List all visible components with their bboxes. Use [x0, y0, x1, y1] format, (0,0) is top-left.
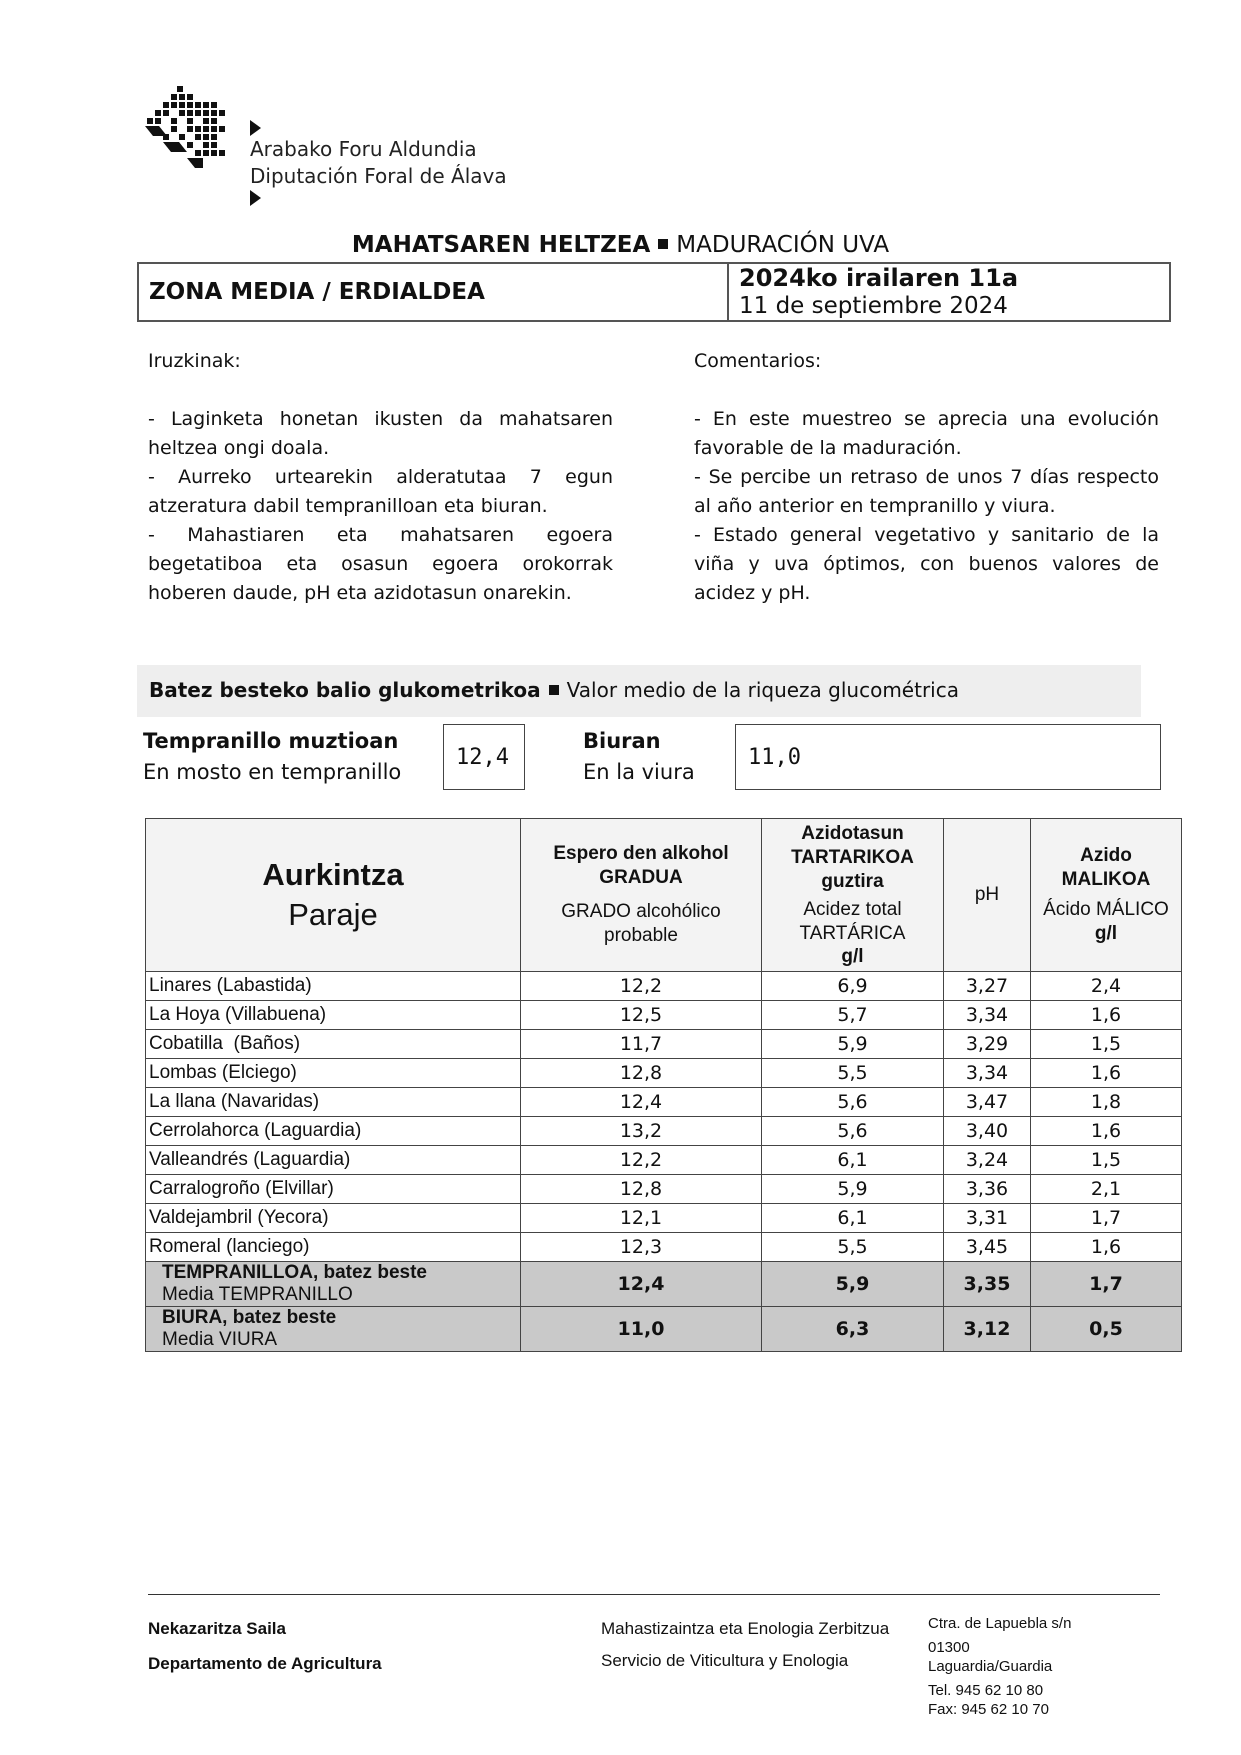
ph-cell: 3,34: [944, 1001, 1031, 1030]
table-row: [146, 1088, 1182, 1117]
square-bullet-icon: [658, 239, 668, 249]
comment-line: - En este muestreo se aprecia una evolución favorable de la maduración.: [694, 408, 1159, 459]
diputacion-logo: [145, 86, 235, 172]
viura-gluco-value: 11,0: [735, 724, 1161, 790]
acid-cell: 5,7: [762, 1001, 944, 1030]
tempranillo-label-eu: Tempranillo muztioan: [143, 729, 399, 753]
alcohol-cell: 12,2: [521, 1146, 762, 1175]
comments-eu: [148, 347, 613, 608]
gluco-section-header: [137, 665, 1141, 717]
comment-line: - Se percibe un retraso de unos 7 días respecto al año anterior en tempranillo y viura.: [694, 466, 1159, 517]
tempranillo-label: [143, 726, 401, 788]
ph-cell: 3,29: [944, 1030, 1031, 1059]
comments-heading-es: Comentarios:: [694, 350, 822, 372]
triangle-icon: [250, 120, 261, 136]
table-row: [146, 1030, 1182, 1059]
table-row: [146, 1059, 1182, 1088]
malic-cell: 1,6: [1031, 1001, 1182, 1030]
gluco-title: [149, 678, 959, 702]
col-header-place: Aurkintza Paraje: [146, 819, 521, 972]
ph-cell: 3,12: [944, 1307, 1031, 1352]
triangle-icon: [250, 190, 261, 206]
acid-cell: 5,5: [762, 1059, 944, 1088]
table-row: [146, 1175, 1182, 1204]
place-cell: Carralogroño (Elvillar): [146, 1175, 521, 1204]
maturation-table: [145, 818, 1182, 1352]
place-cell: Cobatilla (Baños): [146, 1030, 521, 1059]
malic-cell: 1,7: [1031, 1262, 1182, 1307]
comment-line: - Laginketa honetan ikusten da mahatsaren heltzea ongi doala.: [148, 408, 613, 459]
col-header-ph: pH: [944, 819, 1031, 972]
malic-cell: 2,1: [1031, 1175, 1182, 1204]
comments-es: [694, 347, 1159, 608]
date-eu: 2024ko irailaren 11a: [739, 264, 1019, 292]
date-es: 11 de septiembre 2024: [739, 293, 1008, 319]
footer-service-es: Servicio de Viticultura y Enologia: [601, 1651, 849, 1670]
page-title: [0, 232, 1241, 258]
table-header-row: [146, 819, 1182, 972]
alcohol-cell: 11,0: [521, 1307, 762, 1352]
malic-cell: 1,6: [1031, 1233, 1182, 1262]
alcohol-cell: 12,5: [521, 1001, 762, 1030]
table-row: [146, 1001, 1182, 1030]
footer-service-eu: Mahastizaintza eta Enologia Zerbitzua: [601, 1619, 890, 1638]
col-header-alcohol: Espero den alkohol GRADUA GRADO alcohólico probable: [521, 819, 762, 972]
average-label: BIURA, batez beste Media VIURA: [146, 1307, 521, 1352]
tempranillo-label-es: En mosto en tempranillo: [143, 760, 402, 784]
table-row: [146, 1117, 1182, 1146]
table-row: [146, 972, 1182, 1001]
title-es: MADURACIÓN UVA: [676, 232, 890, 258]
acid-cell: 6,1: [762, 1204, 944, 1233]
place-cell: La llana (Navaridas): [146, 1088, 521, 1117]
place-cell: Romeral (lanciego): [146, 1233, 521, 1262]
place-cell: Cerrolahorca (Laguardia): [146, 1117, 521, 1146]
ph-cell: 3,45: [944, 1233, 1031, 1262]
ph-cell: 3,24: [944, 1146, 1031, 1175]
place-cell: La Hoya (Villabuena): [146, 1001, 521, 1030]
comment-line: - Aurreko urtearekin alderatutaa 7 egun atzeratura dabil tempranilloan eta biuran.: [148, 466, 613, 517]
place-cell: Valleandrés (Laguardia): [146, 1146, 521, 1175]
alcohol-cell: 12,4: [521, 1088, 762, 1117]
org-name-es: Diputación Foral de Álava: [250, 164, 507, 188]
ph-cell: 3,31: [944, 1204, 1031, 1233]
malic-cell: 1,8: [1031, 1088, 1182, 1117]
acid-cell: 5,5: [762, 1233, 944, 1262]
viura-label: [583, 726, 695, 788]
col-header-acidity: Azidotasun TARTARIKOA guztira Acidez total TARTÁRICA g/l: [762, 819, 944, 972]
place-cell: Linares (Labastida): [146, 972, 521, 1001]
table-row: [146, 1204, 1182, 1233]
footer-divider: [148, 1594, 1160, 1595]
alcohol-cell: 12,2: [521, 972, 762, 1001]
alcohol-cell: 12,4: [521, 1262, 762, 1307]
gluco-title-eu: Batez besteko balio glukometrikoa: [149, 678, 541, 702]
malic-cell: 0,5: [1031, 1307, 1182, 1352]
acid-cell: 5,6: [762, 1117, 944, 1146]
place-cell: Lombas (Elciego): [146, 1059, 521, 1088]
table-row: [146, 1233, 1182, 1262]
viura-label-eu: Biuran: [583, 729, 661, 753]
alcohol-cell: 12,8: [521, 1175, 762, 1204]
malic-cell: 1,5: [1031, 1146, 1182, 1175]
ph-cell: 3,36: [944, 1175, 1031, 1204]
alcohol-cell: 12,8: [521, 1059, 762, 1088]
col-header-malic: Azido MALIKOA Ácido MÁLICO g/l: [1031, 819, 1182, 972]
ph-cell: 3,47: [944, 1088, 1031, 1117]
tempranillo-gluco-value: 12,4: [443, 724, 525, 790]
average-row-tempranillo: [146, 1262, 1182, 1307]
footer-dept-eu: Nekazaritza Saila: [148, 1619, 286, 1638]
malic-cell: 1,6: [1031, 1059, 1182, 1088]
comment-line: - Estado general vegetativo y sanitario de la viña y uva óptimos, con buenos valores de acidez y pH.: [694, 524, 1159, 604]
average-label: TEMPRANILLOA, batez beste Media TEMPRANILLO: [146, 1262, 521, 1307]
zone-date-box: [137, 262, 1171, 322]
alcohol-cell: 12,1: [521, 1204, 762, 1233]
alcohol-cell: 11,7: [521, 1030, 762, 1059]
gluco-title-es: Valor medio de la riqueza glucométrica: [566, 678, 959, 702]
title-eu: MAHATSAREN HELTZEA: [351, 232, 651, 258]
average-row-viura: [146, 1307, 1182, 1352]
alcohol-cell: 12,3: [521, 1233, 762, 1262]
alcohol-cell: 13,2: [521, 1117, 762, 1146]
comments-heading-eu: Iruzkinak:: [148, 350, 241, 372]
org-name-eu: Arabako Foru Aldundia: [250, 137, 477, 161]
ph-cell: 3,35: [944, 1262, 1031, 1307]
malic-cell: 1,6: [1031, 1117, 1182, 1146]
comment-line: - Mahastiaren eta mahatsaren egoera begetatiboa eta osasun egoera orokorrak hoberen daude, pH eta azidotasun onarekin.: [148, 524, 613, 604]
acid-cell: 5,9: [762, 1030, 944, 1059]
malic-cell: 1,7: [1031, 1204, 1182, 1233]
acid-cell: 6,9: [762, 972, 944, 1001]
footer-dept-es: Departamento de Agricultura: [148, 1654, 382, 1673]
ph-cell: 3,34: [944, 1059, 1031, 1088]
zone-label: ZONA MEDIA / ERDIALDEA: [149, 279, 485, 305]
acid-cell: 6,1: [762, 1146, 944, 1175]
acid-cell: 6,3: [762, 1307, 944, 1352]
table-row: [146, 1146, 1182, 1175]
place-cell: Valdejambril (Yecora): [146, 1204, 521, 1233]
acid-cell: 5,9: [762, 1175, 944, 1204]
viura-label-es: En la viura: [583, 760, 695, 784]
acid-cell: 5,9: [762, 1262, 944, 1307]
divider: [727, 264, 729, 320]
ph-cell: 3,40: [944, 1117, 1031, 1146]
footer-address: Ctra. de Lapuebla s/n 01300 Laguardia/Guardia Tel. 945 62 10 80 Fax: 945 62 10 70: [928, 1615, 1072, 1718]
malic-cell: 1,5: [1031, 1030, 1182, 1059]
square-bullet-icon: [549, 685, 559, 695]
malic-cell: 2,4: [1031, 972, 1182, 1001]
ph-cell: 3,27: [944, 972, 1031, 1001]
acid-cell: 5,6: [762, 1088, 944, 1117]
